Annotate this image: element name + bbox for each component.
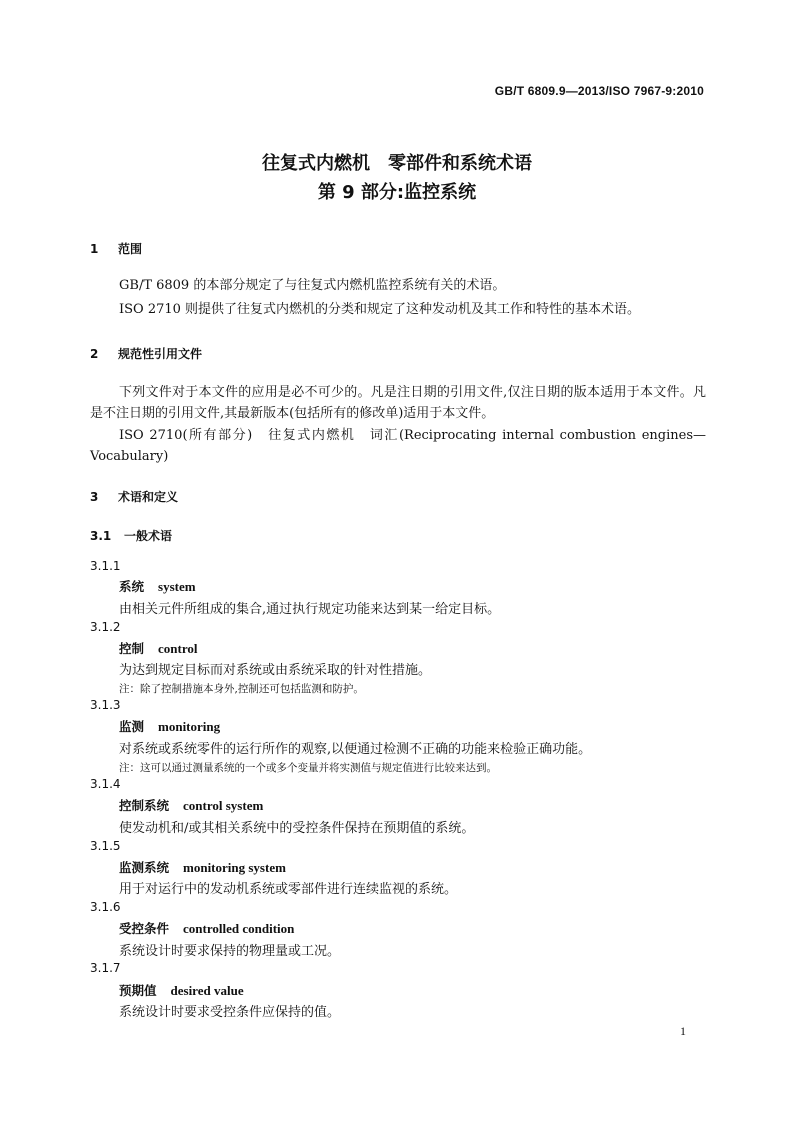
term-definition: 使发动机和/或其相关系统中的受控条件保持在预期值的系统。 xyxy=(119,821,475,836)
term-number: 3.1.5 xyxy=(90,839,121,853)
section-number: 1 xyxy=(90,242,99,256)
term-english: monitoring system xyxy=(183,860,286,875)
term-number: 3.1.1 xyxy=(90,559,121,573)
term-english: monitoring xyxy=(158,719,221,734)
term-heading xyxy=(119,981,244,999)
section-title: 范围 xyxy=(118,242,143,256)
term-chinese: 控制系统 xyxy=(119,798,170,813)
section-title: 规范性引用文件 xyxy=(118,347,203,361)
term-chinese: 监测系统 xyxy=(119,860,170,875)
subsection-heading-general-terms xyxy=(90,527,172,544)
term-english: control xyxy=(158,641,198,656)
section-heading-terms-definitions xyxy=(90,488,178,505)
term-note: 注：这可以通过测量系统的一个或多个变量并将实测值与规定值进行比较来达到。 xyxy=(119,762,497,774)
term-number: 3.1.2 xyxy=(90,620,121,634)
term-heading xyxy=(119,577,196,595)
subsection-number: 3.1 xyxy=(90,529,112,543)
page-number: 1 xyxy=(680,1024,686,1038)
standard-number-header: GB/T 6809.9—2013/ISO 7967-9:2010 xyxy=(494,84,704,98)
term-definition: 系统设计时要求受控条件应保持的值。 xyxy=(119,1005,341,1020)
term-heading xyxy=(119,639,198,657)
term-chinese: 受控条件 xyxy=(119,921,170,936)
references-paragraph-2: ISO 2710(所有部分) 往复式内燃机 词汇(Reciprocating internal combustion engines—Vocabulary) xyxy=(90,428,706,464)
term-english: system xyxy=(158,579,196,594)
section-heading-normative-references xyxy=(90,345,202,362)
term-english: control system xyxy=(183,798,264,813)
section-number: 3 xyxy=(90,490,99,504)
term-note: 注：除了控制措施本身外,控制还可包括监测和防护。 xyxy=(119,683,364,695)
subsection-title: 一般术语 xyxy=(124,529,173,543)
scope-paragraph-1: GB/T 6809 的本部分规定了与往复式内燃机监控系统有关的术语。 xyxy=(119,278,506,293)
term-chinese: 系统 xyxy=(119,579,145,594)
term-number: 3.1.3 xyxy=(90,698,121,712)
term-definition: 系统设计时要求保持的物理量或工况。 xyxy=(119,944,341,959)
term-english: controlled condition xyxy=(183,921,295,936)
scope-paragraph-2: ISO 2710 则提供了往复式内燃机的分类和规定了这种发动机及其工作和特性的基本术语。 xyxy=(119,302,641,317)
term-number: 3.1.7 xyxy=(90,961,121,975)
document-title-line1: 往复式内燃机 零部件和系统术语 xyxy=(262,153,532,174)
section-title: 术语和定义 xyxy=(118,490,179,504)
term-definition: 由相关元件所组成的集合,通过执行规定功能来达到某一给定目标。 xyxy=(119,602,501,617)
term-heading xyxy=(119,717,220,735)
term-definition: 用于对运行中的发动机系统或零部件进行连续监视的系统。 xyxy=(119,882,458,897)
section-number: 2 xyxy=(90,347,99,361)
term-heading xyxy=(119,796,263,814)
document-title-line2: 第 9 部分:监控系统 xyxy=(317,182,477,203)
term-heading xyxy=(119,858,286,876)
term-definition: 对系统或系统零件的运行所作的观察,以便通过检测不正确的功能来检验正确功能。 xyxy=(119,742,592,757)
references-paragraph-1: 下列文件对于本文件的应用是必不可少的。凡是注日期的引用文件,仅注日期的版本适用于本文件。凡是不注日期的引用文件,其最新版本(包括所有的修改单)适用于本文件。 xyxy=(90,385,706,421)
term-chinese: 监测 xyxy=(119,719,145,734)
term-heading xyxy=(119,919,294,937)
section-heading-scope xyxy=(90,240,142,257)
term-number: 3.1.6 xyxy=(90,900,121,914)
term-english: desired value xyxy=(170,983,244,998)
term-chinese: 控制 xyxy=(119,641,145,656)
term-chinese: 预期值 xyxy=(119,983,157,998)
term-number: 3.1.4 xyxy=(90,777,121,791)
term-definition: 为达到规定目标而对系统或由系统采取的针对性措施。 xyxy=(119,663,432,678)
